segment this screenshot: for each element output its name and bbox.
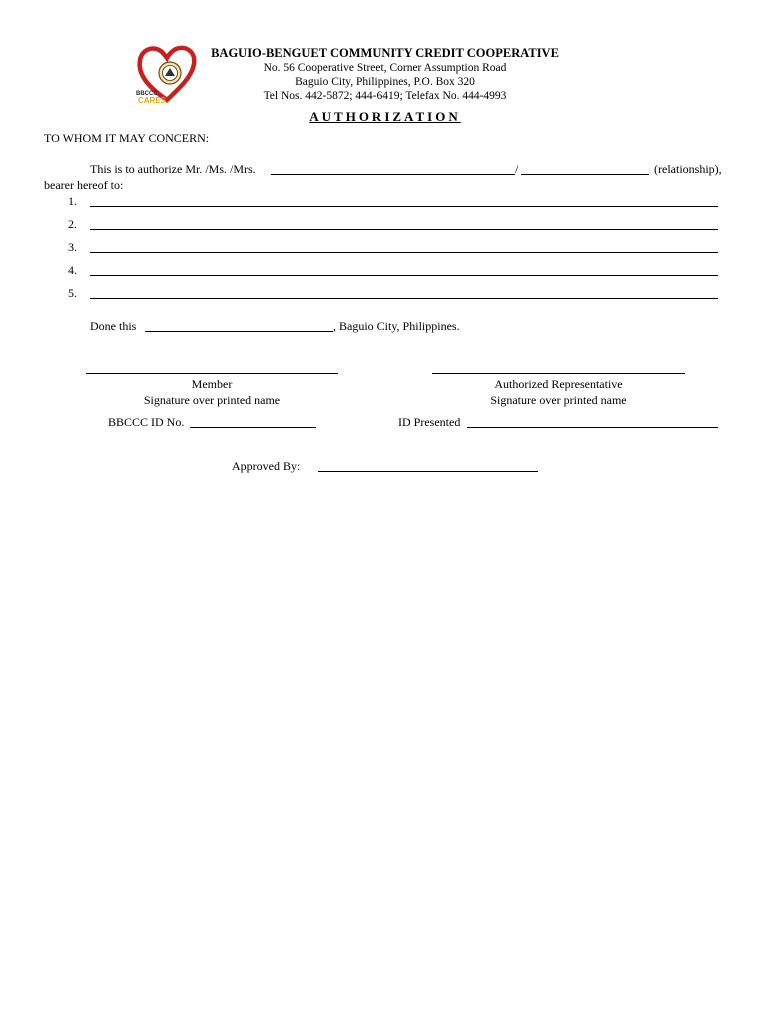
done-suffix: , Baguio City, Philippines. (333, 319, 460, 333)
representative-label: Authorized Representative (494, 377, 623, 391)
logo-text-bottom: CARES (138, 96, 167, 105)
approved-by-label: Approved By: (232, 459, 301, 473)
approved-by-field[interactable] (318, 471, 538, 472)
authorize-prefix: This is to authorize Mr. /Ms. /Mrs. (90, 162, 256, 176)
list-item-field-4[interactable] (90, 275, 718, 276)
date-field[interactable] (145, 331, 333, 332)
salutation: TO WHOM IT MAY CONCERN: (44, 131, 210, 145)
address-line-1: No. 56 Cooperative Street, Corner Assumption Road (263, 62, 507, 74)
list-number: 5. (68, 286, 77, 300)
representative-signature-field[interactable] (432, 373, 685, 374)
representative-sub-label: Signature over printed name (490, 393, 627, 407)
list-number: 3. (68, 240, 77, 254)
id-no-label: BBCCC ID No. (108, 415, 185, 429)
slash-separator: / (515, 162, 519, 176)
member-sub-label: Signature over printed name (143, 393, 281, 407)
address-line-2: Baguio City, Philippines, P.O. Box 320 (295, 76, 475, 88)
id-presented-field[interactable] (467, 427, 718, 428)
list-item-field-3[interactable] (90, 252, 718, 253)
list-number: 1. (68, 194, 77, 208)
bearer-text: bearer hereof to: (44, 178, 124, 192)
member-signature-field[interactable] (86, 373, 338, 374)
list-item-field-1[interactable] (90, 206, 718, 207)
list-item-field-5[interactable] (90, 298, 718, 299)
done-prefix: Done this (90, 319, 137, 333)
id-no-field[interactable] (190, 427, 316, 428)
logo-text-top: BBCCC (136, 91, 158, 97)
relationship-field[interactable] (521, 174, 649, 175)
list-item-field-2[interactable] (90, 229, 718, 230)
document-title: AUTHORIZATION (309, 109, 461, 124)
list-number: 4. (68, 263, 77, 277)
contact-line: Tel Nos. 442-5872; 444-6419; Telefax No. 444-4993 (263, 90, 507, 102)
organization-name: BAGUIO-BENGUET COMMUNITY CREDIT COOPERATIVE (211, 46, 559, 60)
list-number: 2. (68, 217, 77, 231)
authorized-name-field[interactable] (271, 174, 515, 175)
id-presented-label: ID Presented (398, 415, 461, 429)
member-label: Member (191, 377, 233, 391)
relationship-label: (relationship), (654, 162, 722, 176)
